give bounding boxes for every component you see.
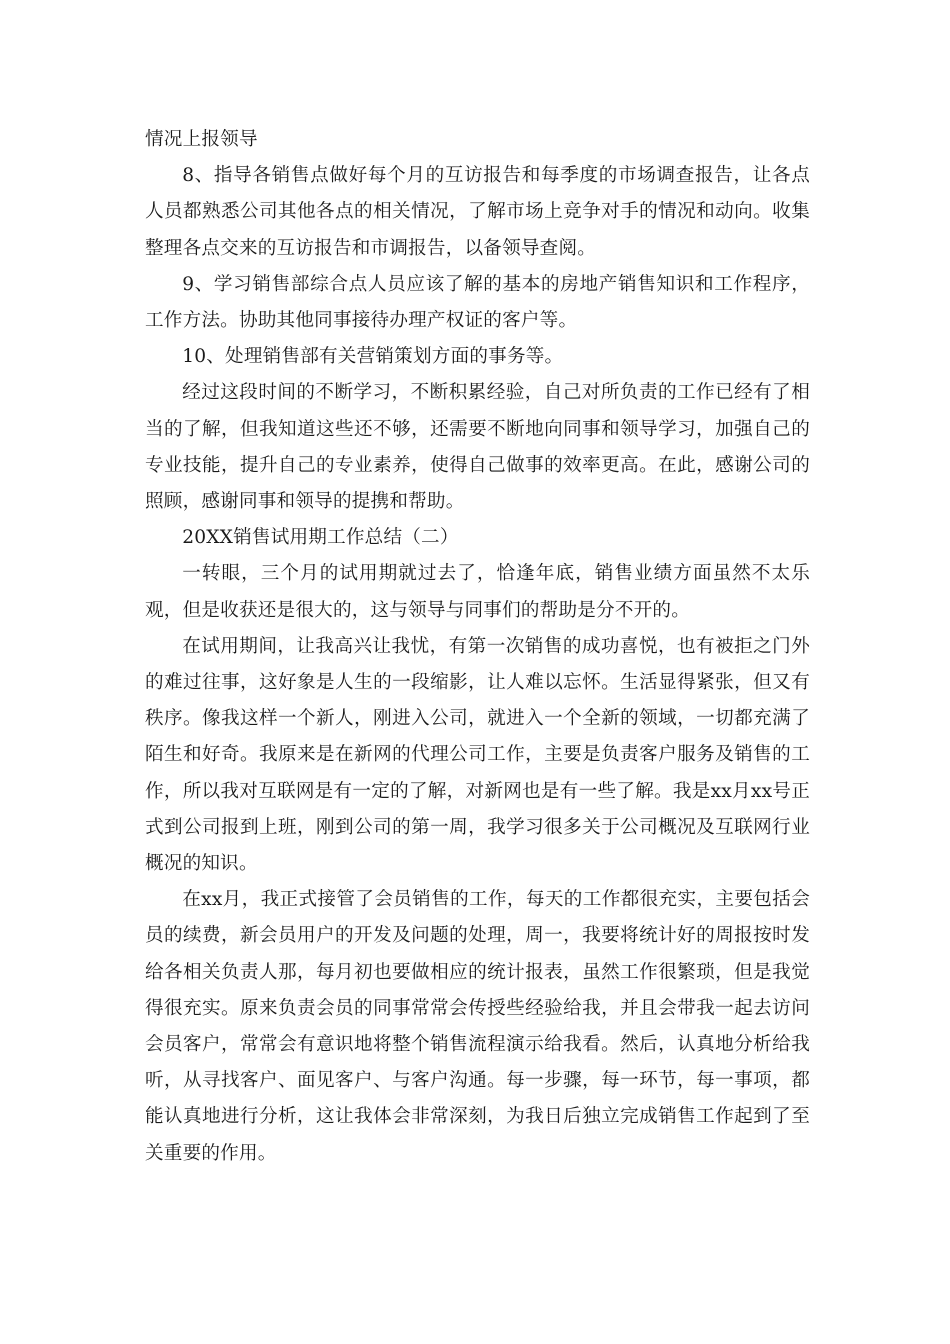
section-heading: 20XX销售试用期工作总结（二） bbox=[182, 527, 459, 549]
paragraph-summary: 经过这段时间的不断学习，不断积累经验，自己对所负责的工作已经有了相当的了解，但我知道这些还不够，还需要不断地向同事和领导学习，加强自己的专业技能，提升自己的专业素养，使得自己做事的效率更高。在此，感谢公司的照顾，感谢同事和领导的提携和帮助。 bbox=[145, 382, 810, 513]
document-body bbox=[145, 122, 810, 1172]
paragraph-item-8: 8、指导各销售点做好每个月的互访报告和每季度的市场调查报告，让各点人员都熟悉公司其他各点的相关情况，了解市场上竞争对手的情况和动向。收集整理各点交来的互访报告和市调报告，以备领导查阅。 bbox=[145, 165, 810, 259]
paragraph-intro: 一转眼，三个月的试用期就过去了，恰逢年底，销售业绩方面虽然不太乐观，但是收获还是很大的，这与领导与同事们的帮助是分不开的。 bbox=[145, 563, 810, 621]
paragraph-member-sales: 在xx月，我正式接管了会员销售的工作，每天的工作都很充实，主要包括会员的续费，新会员用户的开发及问题的处理，周一，我要将统计好的周报按时发给各相关负责人那，每月初也要做相应的统计报表，虽然工作很繁琐，但是我觉得很充实。原来负责会员的同事常常会传授些经验给我，并且会带我一起去访问会员客户，常常会有意识地将整个销售流程演示给我看。然后，认真地分析给我听，从寻找客户、面见客户、与客户沟通。每一步骤，每一环节，每一事项，都能认真地进行分析，这让我体会非常深刻，为我日后独立完成销售工作起到了至关重要的作用。 bbox=[145, 889, 810, 1164]
paragraph-trial-period: 在试用期间，让我高兴让我忧，有第一次销售的成功喜悦，也有被拒之门外的难过往事，这好象是人生的一段缩影，让人难以忘怀。生活显得紧张，但又有秩序。像我这样一个新人，刚进入公司，就进入一个全新的领域，一切都充满了陌生和好奇。我原来是在新网的代理公司工作，主要是负责客户服务及销售的工作，所以我对互联网是有一定的了解，对新网也是有一些了解。我是xx月xx号正式到公司报到上班，刚到公司的第一周，我学习很多关于公司概况及互联网行业概况的知识。 bbox=[145, 635, 810, 875]
paragraph-item-10: 10、处理销售部有关营销策划方面的事务等。 bbox=[182, 346, 564, 368]
paragraph-item-9: 9、学习销售部综合点人员应该了解的基本的房地产销售知识和工作程序，工作方法。协助其他同事接待办理产权证的客户等。 bbox=[145, 273, 810, 332]
paragraph-continuation: 情况上报领导 bbox=[145, 129, 258, 150]
